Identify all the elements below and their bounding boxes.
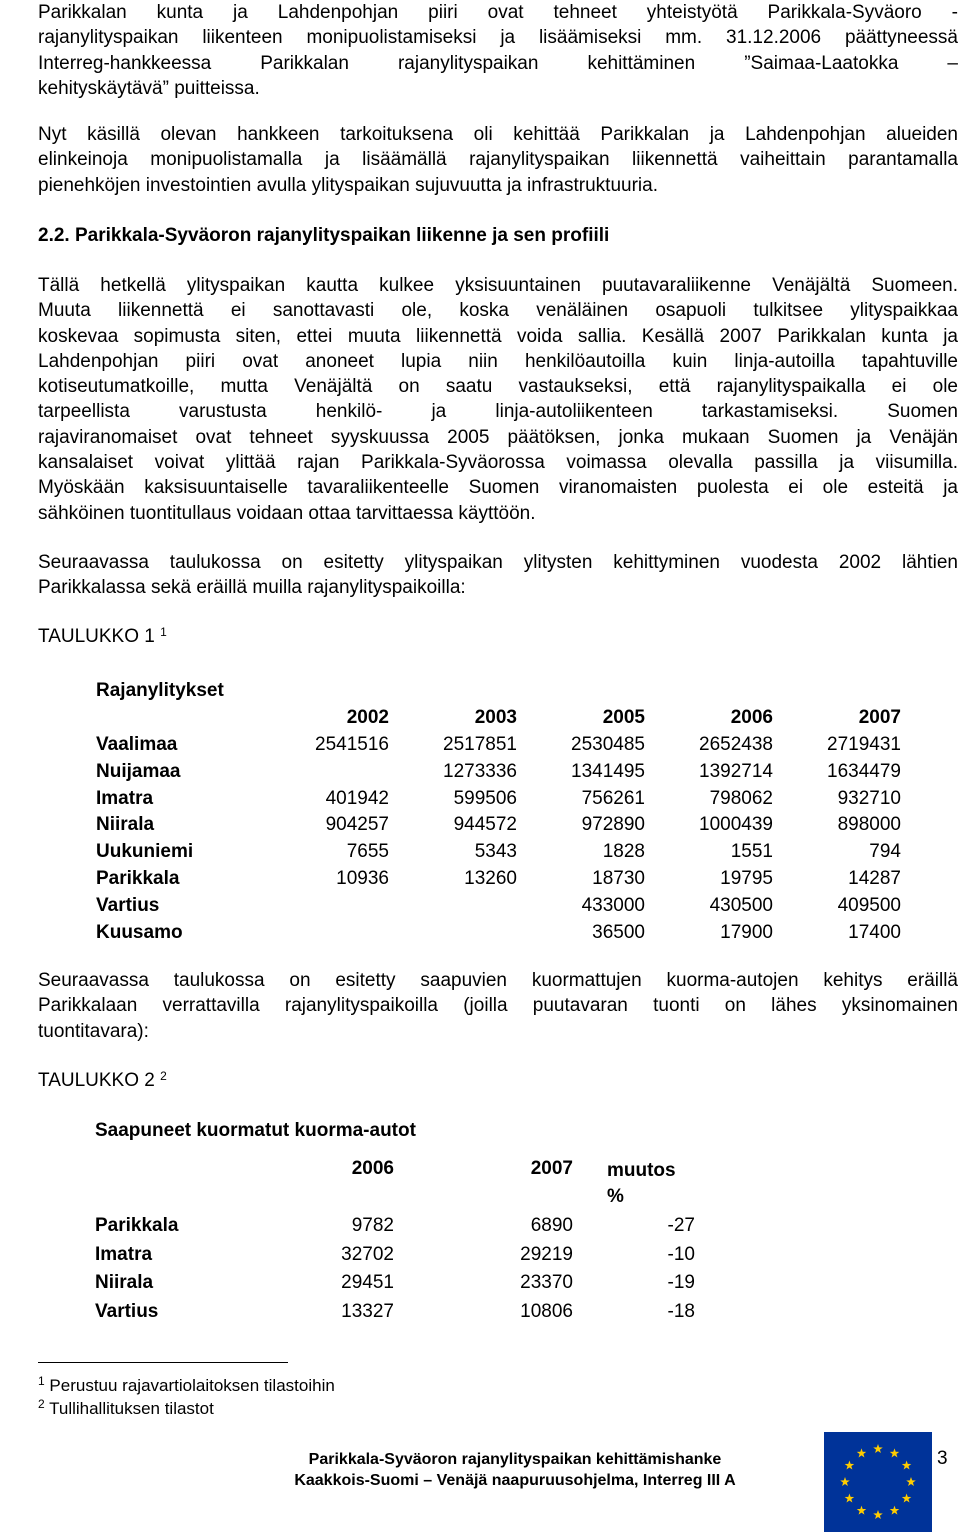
table-row	[96, 732, 901, 759]
footnote-ref: 1	[160, 625, 167, 639]
cell: 1273336	[443, 760, 517, 782]
cell: 1392714	[699, 760, 773, 782]
text-line: pienehköjen investointien avulla ylityspaikan sujuvuutta ja infrastruktuuria.	[38, 174, 658, 196]
cell: 13260	[464, 867, 517, 889]
table-row	[96, 839, 901, 866]
cell: 430500	[709, 894, 773, 916]
cell: -27	[667, 1215, 695, 1237]
cell: 6890	[530, 1215, 573, 1237]
row-label: Parikkala	[95, 1215, 179, 1237]
text-line: koskevaa sopimusta siten, ettei muuta liikennettä voida sallia. Kesällä 2007 Parikkalan kunta ja	[38, 325, 958, 347]
table2	[95, 1158, 695, 1326]
cell	[276, 919, 389, 946]
cell: 2517851	[443, 733, 517, 755]
cell: -19	[667, 1272, 695, 1294]
year-header: 2002	[346, 707, 389, 729]
eu-flag-icon	[824, 1432, 932, 1532]
cell	[276, 892, 389, 919]
text-line: Parikkalaan verrattavilla rajanylityspaikoilla (joilla puutavaran tuonti on lähes yksinomainen	[38, 995, 958, 1017]
footnote-text: Tullihallituksen tilastot	[49, 1399, 214, 1418]
cell: 17900	[720, 921, 773, 943]
text-line: tuontitavara):	[38, 1020, 149, 1042]
intro-paragraph	[38, 0, 958, 101]
table-row	[95, 1269, 695, 1298]
table-row	[96, 758, 901, 785]
cell	[276, 758, 389, 785]
year-header: 2006	[730, 707, 773, 729]
text-line: Nyt käsillä olevan hankkeen tarkoituksena oli kehittää Parikkalan ja Lahdenpohjan alueiden	[38, 124, 958, 145]
table2-block	[95, 1118, 695, 1326]
cell: 756261	[581, 787, 645, 809]
cell: 18730	[592, 867, 645, 889]
cell: 7655	[346, 841, 389, 863]
cell: -18	[667, 1300, 695, 1322]
cell: 1551	[730, 841, 773, 863]
row-label: Parikkala	[96, 867, 180, 889]
cell: 19795	[720, 867, 773, 889]
text-line: Myöskään kaksisuuntaiselle tavaraliikenteelle Suomen viranomaisten puolesta ei ole esteitä ja	[38, 477, 958, 499]
cell: 29451	[341, 1272, 394, 1294]
text-line: Tällä hetkellä ylityspaikan kautta kulkee yksisuuntainen puutavaraliikenne Venäjältä Suomeen.	[38, 275, 958, 296]
year-header: 2005	[602, 707, 645, 729]
cell	[389, 919, 517, 946]
page-number: 3	[937, 1448, 948, 1469]
text-line: Parikkalan kunta ja Lahdenpohjan piiri ovat tehneet yhteistyötä Parikkala-Syväoro -	[38, 2, 958, 23]
caption-text: TAULUKKO 1	[38, 626, 155, 647]
row-label: Kuusamo	[96, 921, 183, 943]
cell: 29219	[520, 1243, 573, 1265]
row-label: Uukuniemi	[96, 841, 194, 863]
table-row	[95, 1298, 695, 1327]
table-row	[95, 1241, 695, 1270]
cell: 2530485	[571, 733, 645, 755]
table-row	[96, 812, 901, 839]
footnote	[38, 1397, 335, 1420]
cell: 9782	[351, 1215, 394, 1237]
cell: 409500	[837, 894, 901, 916]
traffic-paragraph	[38, 273, 958, 526]
footer-project-title: Parikkala-Syväoron rajanylityspaikan kehittämishanke	[308, 1451, 722, 1468]
year-header: 2007	[858, 707, 901, 729]
row-label: Vartius	[96, 894, 160, 916]
text-line: Parikkalassa sekä eräillä muilla rajanylityspaikoilla:	[38, 577, 466, 599]
text-line: rajaviranomaiset ovat tehneet syyskuussa 2005 päätöksen, jonka mukaan Suomen ja Venäjän	[38, 426, 958, 448]
caption-text: TAULUKKO 2	[38, 1070, 155, 1091]
cell: 401942	[325, 787, 389, 809]
cell: 944572	[453, 814, 517, 836]
purpose-paragraph	[38, 122, 958, 198]
cell: 904257	[325, 814, 389, 836]
row-label: Niirala	[96, 814, 155, 836]
table-row	[95, 1212, 695, 1241]
row-label: Vaalimaa	[96, 733, 178, 755]
section-heading: 2.2. Parikkala-Syväoron rajanylityspaikan liikenne ja sen profiili	[38, 225, 610, 246]
table2-header-row	[95, 1158, 695, 1212]
cell: 932710	[837, 787, 901, 809]
column-header: 2007	[530, 1158, 573, 1179]
text-line: Interreg-hankkeessa Parikkalan rajanylityspaikan kehittäminen ”Saimaa-Laatokka –	[38, 52, 958, 74]
text-line: sähköinen tuontitullaus voidaan ottaa tarvittaessa käyttöön.	[38, 502, 536, 524]
table1	[96, 705, 901, 946]
cell: 10806	[520, 1300, 573, 1322]
cell: 798062	[709, 787, 773, 809]
text-line: elinkeinoja monipuolistamalla ja lisäämällä rajanylityspaikan liikennettä vaiheittain parantamalla	[38, 149, 958, 171]
cell: 433000	[581, 894, 645, 916]
cell: 972890	[581, 814, 645, 836]
table1-caption	[38, 624, 167, 649]
row-label: Vartius	[95, 1300, 159, 1322]
cell: 5343	[474, 841, 517, 863]
cell: 599506	[453, 787, 517, 809]
cell	[389, 892, 517, 919]
table-row	[96, 866, 901, 893]
text-line: kehityskäytävä” puitteissa.	[38, 77, 260, 99]
footnote-divider	[38, 1362, 288, 1363]
row-label: Imatra	[96, 787, 154, 809]
text-line: Seuraavassa taulukossa on esitetty saapuvien kuormattujen kuorma-autojen kehitys eräillä	[38, 970, 958, 991]
footnote-ref: 2	[160, 1069, 167, 1083]
text-line: kansalaiset voivat ylittää rajan Parikkala-Syväorossa voimassa olevalla passilla ja viisumilla.	[38, 452, 958, 474]
cell: 23370	[520, 1272, 573, 1294]
column-header: 2006	[351, 1158, 394, 1179]
cell: 32702	[341, 1243, 394, 1265]
page-footer	[220, 1449, 810, 1491]
cell: -10	[667, 1243, 695, 1265]
row-label: Imatra	[95, 1243, 153, 1265]
cell: 1634479	[827, 760, 901, 782]
table-row	[96, 919, 901, 946]
footnote	[38, 1374, 335, 1397]
text-line: Seuraavassa taulukossa on esitetty ylityspaikan ylitysten kehittyminen vuodesta 2002 lähtien	[38, 552, 958, 573]
footnote-number: 2	[38, 1397, 45, 1411]
table2-intro	[38, 968, 958, 1044]
row-label: Nuijamaa	[96, 760, 181, 782]
table1-title: Rajanylitykset	[96, 680, 224, 701]
footnote-number: 1	[38, 1374, 45, 1388]
table2-caption	[38, 1068, 167, 1093]
cell: 1000439	[699, 814, 773, 836]
cell: 794	[869, 841, 901, 863]
row-label: Niirala	[95, 1272, 154, 1294]
text-line: Lahdenpohjan piiri ovat anoneet lupia niin henkilöautoilla kuin linja-autoilla tapahtuville	[38, 350, 958, 372]
text-line: tarpeellista varustusta henkilö- ja linja-autoliikenteen tarkastamiseksi. Suomen	[38, 401, 958, 423]
cell: 17400	[848, 921, 901, 943]
year-header: 2003	[474, 707, 517, 729]
cell: 898000	[837, 814, 901, 836]
cell: 2719431	[827, 733, 901, 755]
footnote-text: Perustuu rajavartiolaitoksen tilastoihin	[49, 1376, 335, 1395]
cell: 1828	[602, 841, 645, 863]
cell: 13327	[341, 1300, 394, 1322]
cell: 36500	[592, 921, 645, 943]
cell: 14287	[848, 867, 901, 889]
text-line: Muuta liikennettä ei sanottavasti ole, koska venäläinen osapuoli tulkitsee ylityspaikkaa	[38, 300, 958, 322]
table1-intro	[38, 550, 958, 601]
footer-programme: Kaakkois-Suomi – Venäjä naapuruusohjelma, Interreg III A	[294, 1472, 736, 1489]
table-row	[96, 785, 901, 812]
cell: 2652438	[699, 733, 773, 755]
footnotes	[38, 1374, 335, 1420]
table1-header-row	[96, 705, 901, 732]
cell: 2541516	[315, 733, 389, 755]
table-row	[96, 892, 901, 919]
text-line: rajanylityspaikan liikenteen monipuolistamiseksi ja lisäämiseksi mm. 31.12.2006 päättyneessä	[38, 27, 958, 49]
cell: 10936	[336, 867, 389, 889]
table2-title: Saapuneet kuormatut kuorma-autot	[95, 1120, 416, 1141]
table1-block	[96, 678, 901, 946]
column-header: muutos %	[607, 1160, 676, 1207]
text-line: kotiseutumatkoille, mutta Venäjältä on saatu vastaukseksi, että rajanylityspaikalla ei ole	[38, 376, 958, 398]
cell: 1341495	[571, 760, 645, 782]
